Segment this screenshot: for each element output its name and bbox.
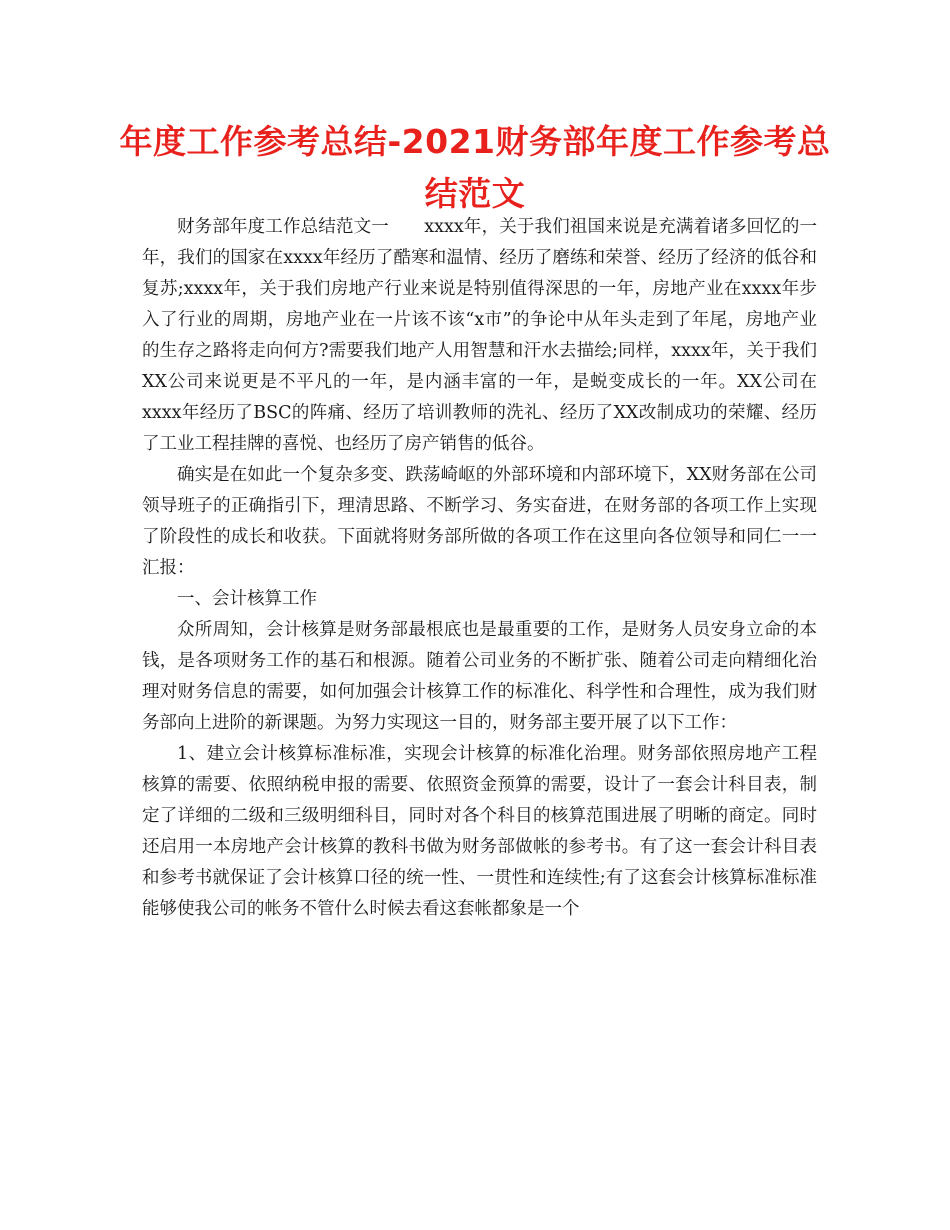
paragraph: 1、建立会计核算标准标准，实现会计核算的标准化治理。财务部依照房地产工程核算的需要、依照纳税申报的需要、依照资金预算的需要，设计了一套会计科目表，制定了详细的二级和三级明细科目，同时对各个科目的核算范围进展了明晰的商定。同时还启用一本房地产会计核算的教科书做为财务部做帐的参考书。有了这一套会计科目表和参考书就保证了会计核算口径的统一性、一贯性和连续性;有了这套会计核算标准标准能够使我公司的帐务不管什么时候去看这套帐都象是一个	[142, 744, 817, 919]
paragraph: 确实是在如此一个复杂多变、跌荡崎岖的外部环境和内部环境下，XX财务部在公司领导班子的正确指引下，理清思路、不断学习、务实奋进，在财务部的各项工作上实现了阶段性的成长和收获。下面就将财务部所做的各项工作在这里向各位领导和同仁一一汇报：	[142, 465, 817, 578]
document-title: 年度工作参考总结-2021财务部年度工作参考总结范文	[119, 122, 831, 213]
paragraph: 众所周知，会计核算是财务部最根底也是最重要的工作，是财务人员安身立命的本钱，是各项财务工作的基石和根源。随着公司业务的不断扩张、随着公司走向精细化治理对财务信息的需要，如何加强会计核算工作的标准化、科学性和合理性，成为我们财务部向上进阶的新课题。为努力实现这一目的，财务部主要开展了以下工作：	[142, 620, 817, 733]
paragraph: 财务部年度工作总结范文一 xxxx年，关于我们祖国来说是充满着诸多回忆的一年，我们的国家在xxxx年经历了酷寒和温情、经历了磨练和荣誉、经历了经济的低谷和复苏;xxxx年，关于我们房地产行业来说是特别值得深思的一年，房地产业在xxxx年步入了行业的周期，房地产业在一片该不该“x市”的争论中从年头走到了年尾，房地产业的生存之路将走向何方?需要我们地产人用智慧和汗水去描绘;同样，xxxx年，关于我们XX公司来说更是不平凡的一年，是内涵丰富的一年，是蜕变成长的一年。XX公司在xxxx年经历了BSC的阵痛、经历了培训教师的洗礼、经历了XX改制成功的荣耀、经历了工业工程挂牌的喜悦、也经历了房产销售的低谷。	[142, 217, 817, 454]
section-heading: 一、会计核算工作	[177, 589, 317, 609]
document-body	[142, 212, 817, 925]
